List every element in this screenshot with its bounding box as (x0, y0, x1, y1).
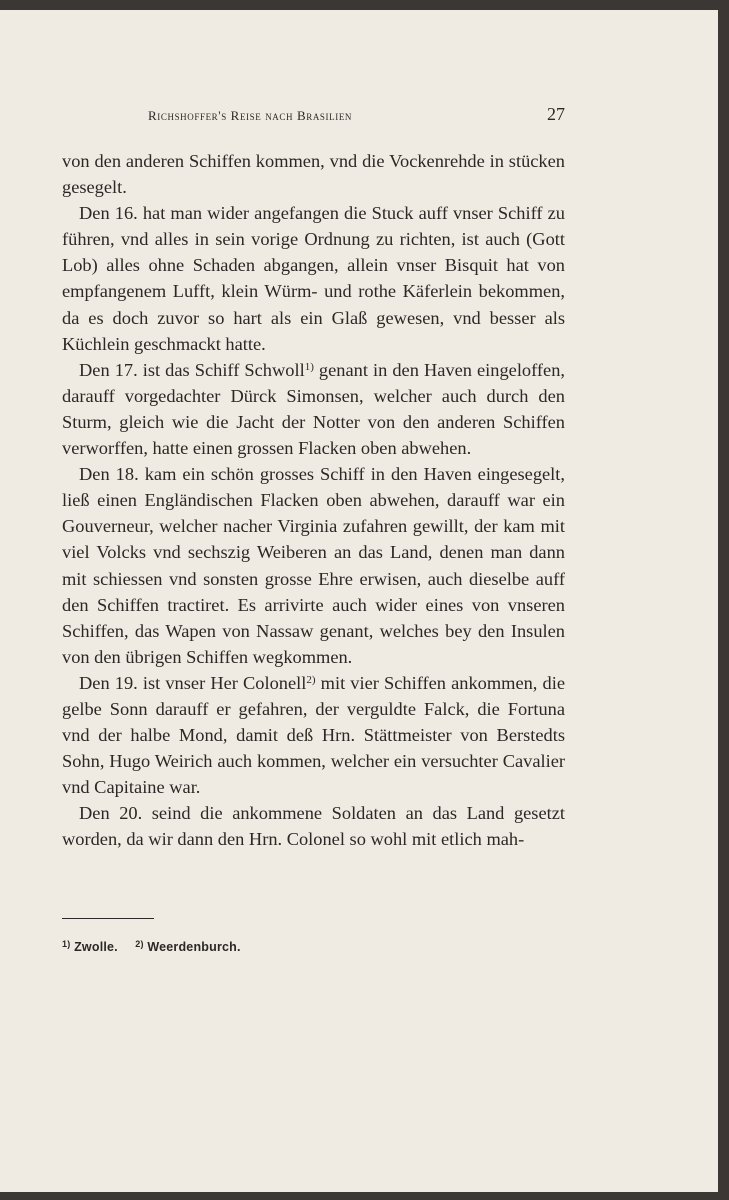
running-title: Richshoffer's Reise nach Brasilien (148, 108, 353, 123)
footnote-reference: 2) (306, 673, 316, 686)
paragraph-text: Den 17. ist das Schiff Schwoll (79, 359, 305, 380)
footnote-reference: 1) (304, 360, 314, 373)
paragraph (62, 670, 565, 800)
body-text (62, 148, 565, 853)
footnote-mark: 1) (62, 939, 71, 949)
paragraph: Den 20. seind die ankommene Soldaten an das Land gesetzt worden, da wir dann den Hrn. Colonel so wohl mit etlich mah- (62, 803, 565, 850)
paragraph-text: mit vier Schiffen ankommen, die gelbe Sonn darauff er gefahren, der verguldte Falck, die Fortuna vnd der halbe Mond, damit deß Hrn. Stättmeister von Berstedts Sohn, Hugo Weirich auch kommen, welcher ein versuchter Cavalier vnd Capitaine war. (62, 672, 565, 798)
page-number: 27 (547, 104, 565, 124)
footnote-divider (62, 918, 154, 919)
paragraph-text: Den 19. ist vnser Her Colonell (79, 672, 307, 693)
paragraph-text: genant in den Haven eingeloffen, darauff vorgedachter Dürck Simonsen, welcher auch durch den Sturm, gleich wie die Jacht der Notter von den anderen Schiffen verworffen, hatte einen grossen Flacken oben abwehen. (62, 359, 565, 459)
paragraph: Den 16. hat man wider angefangen die Stuck auff vnser Schiff zu führen, vnd alles in sein vorige Ordnung zu richten, ist auch (Gott Lob) alles ohne Schaden abgangen, allein vnser Bisquit hat von empfangenem Lufft, klein Würm- und rothe Käferlein bekommen, da es doch zuvor so hart als ein Glaß gewesen, vnd besser als Küchlein geschmackt hatte. (62, 203, 565, 354)
paragraph: von den anderen Schiffen kommen, vnd die Vockenrehde in stücken gesegelt. (62, 151, 565, 198)
footnote-mark: 2) (135, 939, 144, 949)
paragraph (62, 357, 565, 461)
footnote-text: Zwolle. (74, 940, 118, 954)
paragraph: Den 18. kam ein schön grosses Schiff in den Haven eingesegelt, ließ einen Engländischen Flacken oben abwehen, darauff war ein Gouverneur, welcher nacher Virginia zufahren gewillt, der kam mit viel Volcks vnd sechszig Weiberen an das Land, denen man dann mit schiessen vnd sonsten grosse Ehre erwisen, auch dieselbe auff den Schiffen tractiret. Es arrivirte auch wider eines von vnseren Schiffen, das Wapen von Nassaw genant, welches bey den Insulen von den übrigen Schiffen wegkommen. (62, 464, 565, 667)
footnote-text: Weerdenburch. (147, 940, 241, 954)
footnotes (62, 939, 241, 954)
book-page (0, 10, 718, 1192)
page-header (62, 104, 565, 128)
